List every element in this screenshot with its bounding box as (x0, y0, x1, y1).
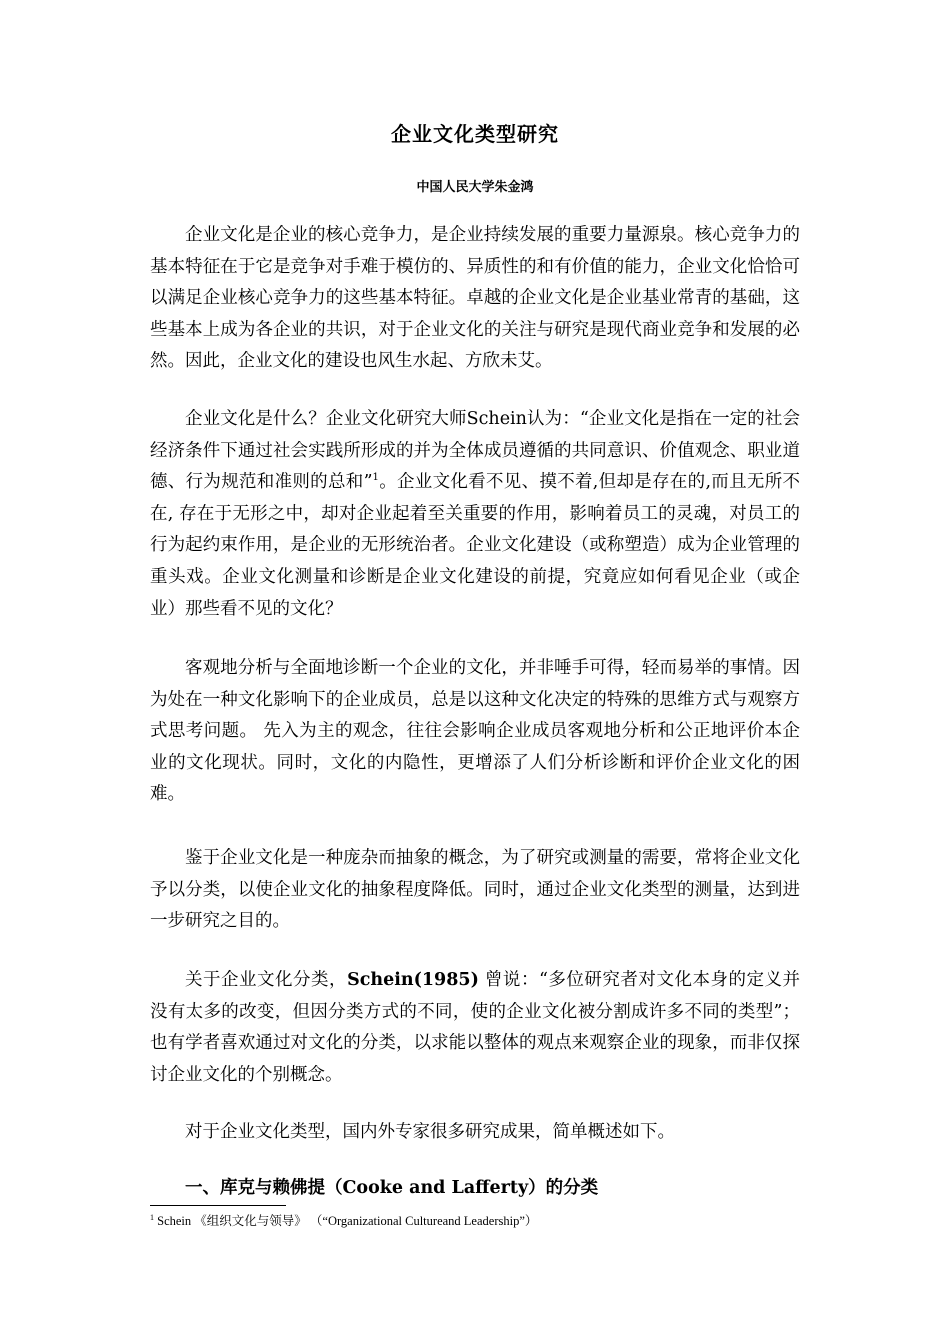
footnote-separator (150, 1205, 286, 1206)
footnote-number: 1 (150, 1212, 154, 1222)
section-heading: 一、库克与赖佛提（Cooke and Lafferty）的分类 (185, 1178, 599, 1198)
paragraph-3: 客观地分析与全面地诊断一个企业的文化，并非唾手可得，轻而易举的事情。因为处在一种文化影响下的企业成员，总是以这种文化决定的特殊的思维方式与观察方式思考问题。 先入为主的观念，往往会影响企业成员客观地分析和公正地评价本企业的文化现状。同时，文化的内隐性，更增添了人们分析诊断和评价企业文化的困难。 (150, 658, 800, 805)
footnote-reference[interactable]: 1 (372, 472, 379, 484)
paragraph-5-citation: Schein(1985) (347, 970, 479, 990)
paragraph-2-text-b: 。企业文化看不见、摸不着,但却是存在的,而且无所不在, 存在于无形之中，却对企业起着至关重要的作用，影响着员工的灵魂，对员工的行为起约束作用，是企业的无形统治者。企业文化建设（或称塑造）成为企业管理的重头戏。企业文化测量和诊断是企业文化建设的前提，究竟应如何看见企业（或企业）那些看不见的文化？ (150, 472, 800, 619)
paragraph-2 (150, 404, 800, 625)
footnote-text: Schein 《组织文化与领导》 （“Organizational Cultureand Leadership”） (154, 1214, 538, 1228)
paragraph-5-text-a: 关于企业文化分类， (185, 970, 348, 990)
footnote (150, 1211, 537, 1229)
page-title: 企业文化类型研究 (391, 122, 559, 146)
author-line: 中国人民大学朱金鸿 (416, 180, 534, 195)
paragraph-5-text-b: 曾说：“多位研究者对文化本身的定义并没有太多的改变，但因分类方式的不同，使的企业文化被分割成许多不同的类型”；也有学者喜欢通过对文化的分类，以求能以整体的观点来观察企业的现象，而非仅探讨企业文化的个别概念。 (150, 970, 800, 1085)
paragraph-6: 对于企业文化类型，国内外专家很多研究成果，简单概述如下。 (185, 1122, 675, 1142)
paragraph-1: 企业文化是企业的核心竞争力，是企业持续发展的重要力量源泉。核心竞争力的基本特征在于它是竞争对手难于模仿的、异质性的和有价值的能力，企业文化恰恰可以满足企业核心竞争力的这些基本特征。卓越的企业文化是企业基业常青的基础，这些基本上成为各企业的共识，对于企业文化的关注与研究是现代商业竞争和发展的必然。因此，企业文化的建设也风生水起、方欣未艾。 (150, 225, 800, 372)
paragraph-5 (150, 965, 800, 1091)
paragraph-4: 鉴于企业文化是一种庞杂而抽象的概念，为了研究或测量的需要，常将企业文化予以分类，以使企业文化的抽象程度降低。同时，通过企业文化类型的测量，达到进一步研究之目的。 (150, 848, 800, 932)
paragraph-2-text-a: 企业文化是什么？企业文化研究大师Schein认为：“企业文化是指在一定的社会经济条件下通过社会实践所形成的并为全体成员遵循的共同意识、价值观念、职业道德、行为规范和准则的总和” (150, 409, 800, 493)
